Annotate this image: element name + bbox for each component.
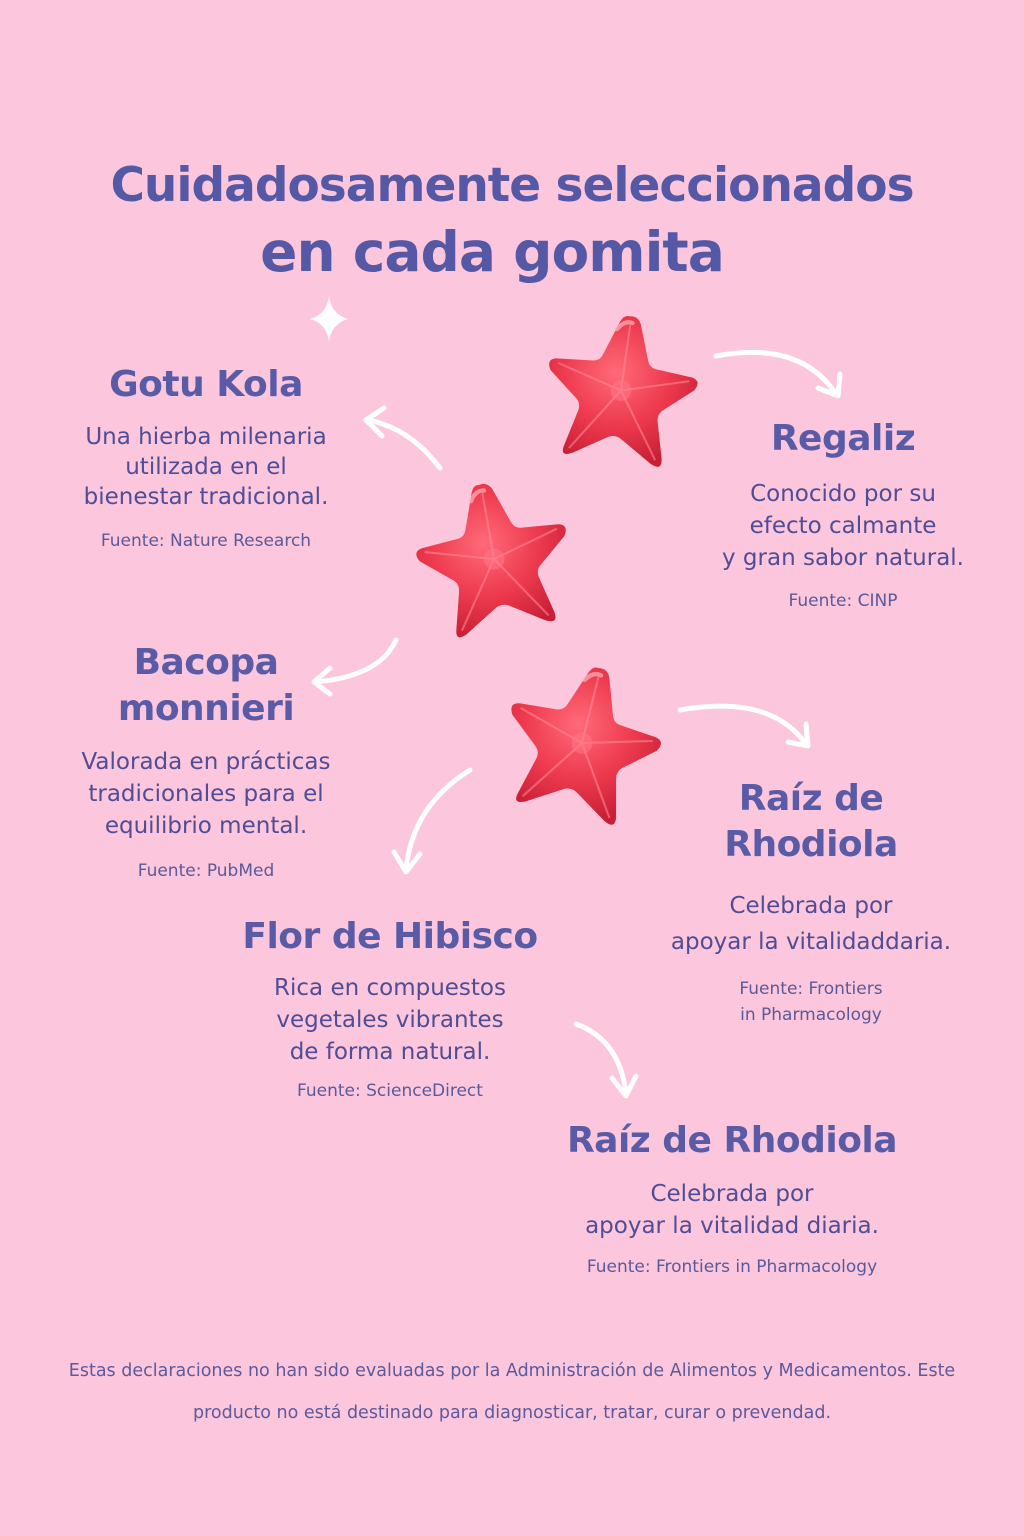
ingredient-raiz-de-rhodiola xyxy=(656,776,966,1028)
ingredient-source: Fuente: Frontiers in Pharmacology xyxy=(739,979,883,1025)
ingredient-name: Regaliz xyxy=(770,418,916,459)
ingredient-description: Celebrada por apoyar la vitalidad diaria. xyxy=(585,1181,879,1239)
ingredient-name: Flor de Hibisco xyxy=(242,916,538,957)
fda-disclaimer: Estas declaraciones no han sido evaluadas por la Administración de Alimentos y Medicamentos. Este producto no está destinado para diagnosticar, tratar, curar o prevendad. xyxy=(68,1360,956,1423)
page-title: Cuidadosamente seleccionados xyxy=(110,158,914,213)
ingredient-description: Celebrada por apoyar la vitalidaddaria. xyxy=(670,893,952,955)
ingredient-source: Fuente: CINP xyxy=(788,591,898,611)
ingredient-name: Gotu Kola xyxy=(109,364,303,405)
ingredient-name: Raíz de Rhodiola xyxy=(566,1120,898,1161)
ingredient-source: Fuente: ScienceDirect xyxy=(297,1081,483,1101)
ingredient-source: Fuente: PubMed xyxy=(137,861,275,881)
ingredient-description: Rica en compuestos vegetales vibrantes de forma natural. xyxy=(274,975,506,1065)
ingredient-description: Valorada en prácticas tradicionales para el equilibrio mental. xyxy=(81,749,331,839)
ingredient-bacopa-monnieri xyxy=(56,640,356,884)
ingredient-raiz-de-rhodiola-2 xyxy=(530,1118,934,1280)
ingredient-source: Fuente: Frontiers in Pharmacology xyxy=(586,1257,878,1277)
ingredient-source: Fuente: Nature Research xyxy=(100,531,312,551)
page-subtitle: en cada gomita xyxy=(260,220,724,284)
ingredient-description: Conocido por su efecto calmante y gran sabor natural. xyxy=(722,481,964,571)
ingredient-flor-de-hibisco xyxy=(232,914,548,1104)
ingredient-regaliz xyxy=(688,416,998,614)
ingredient-description: Una hierba milenaria utilizada en el bienestar tradicional. xyxy=(83,424,329,510)
ingredient-name: Raíz de Rhodiola xyxy=(724,778,898,865)
ingredient-name: Bacopa monnieri xyxy=(117,642,295,729)
ingredient-gotu-kola xyxy=(56,362,356,554)
